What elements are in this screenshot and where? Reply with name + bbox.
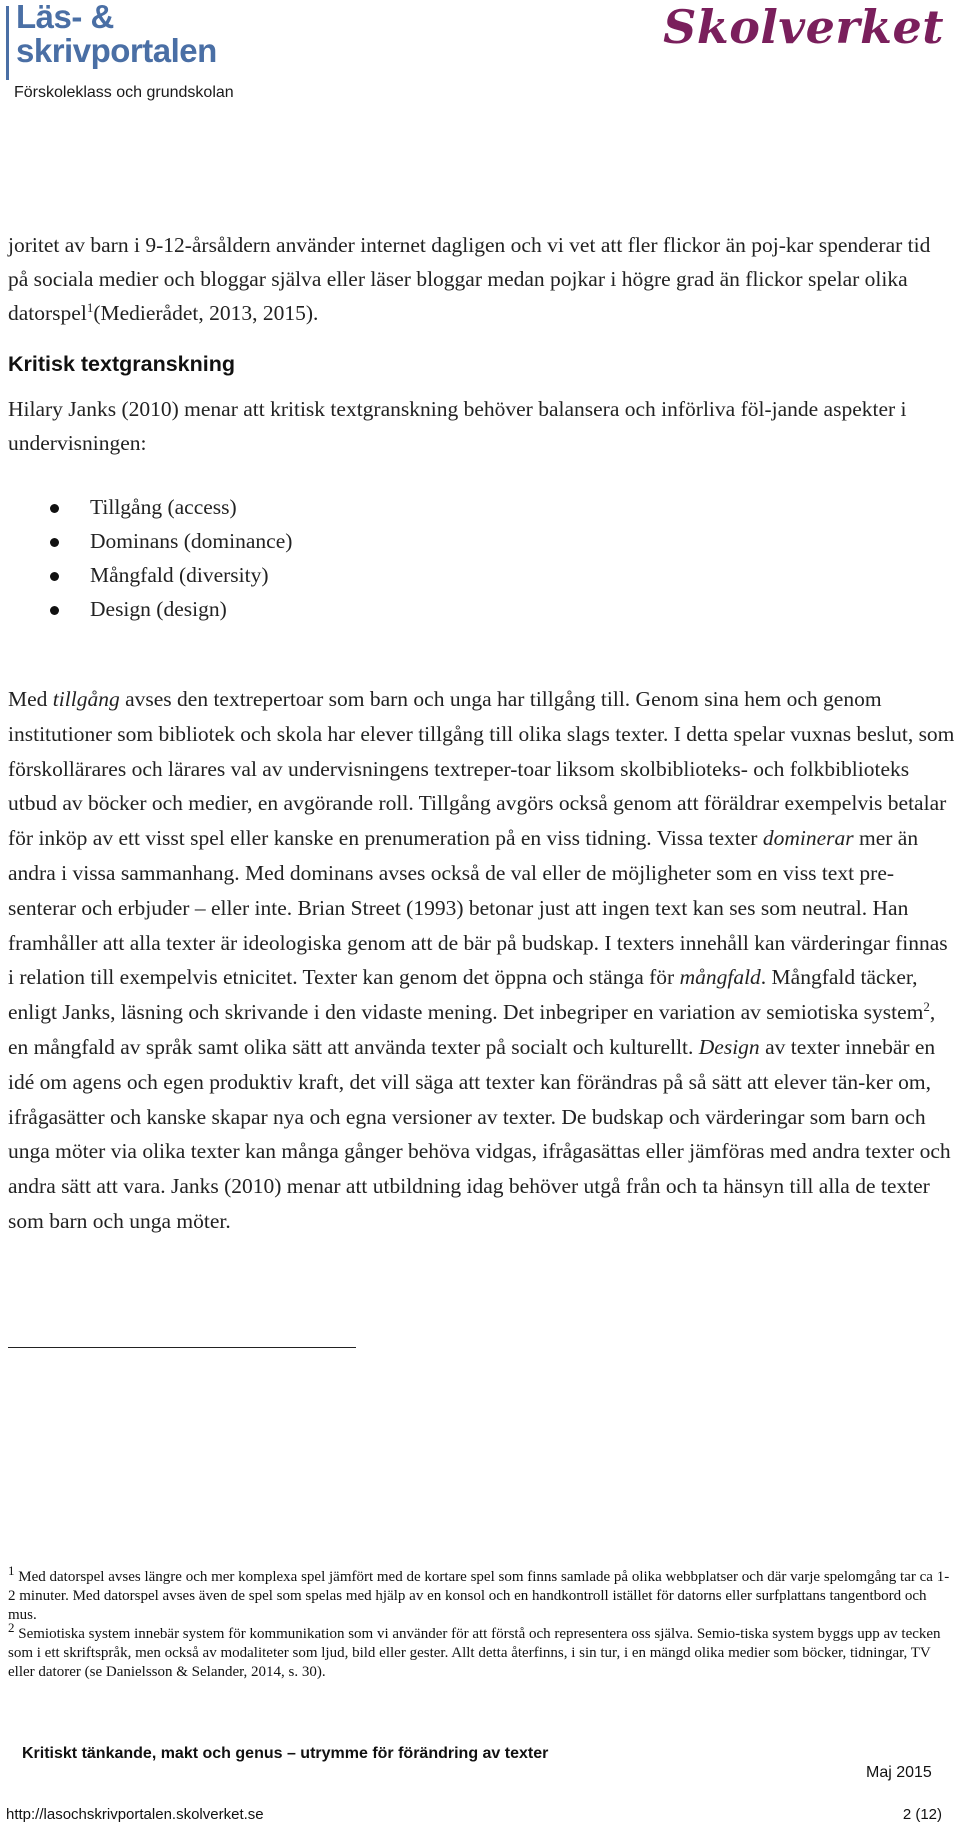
main-text-3: mer än andra i vissa sammanhang. Med dominans avses också de val eller de möjligheter som en viss text pre-senterar och erbjuder – eller inte. Brian Street (1993) betonar just att ingen text kan ses som neutral. Han framhåller att alla texter är ideologiska genom att de bär på budskap. I texters innehåll kan värderingar finnas i relation till exempelvis etnicitet. Texter kan genom det öppna och stänga för xyxy=(8,826,948,990)
list-item xyxy=(50,558,292,592)
footnote-number: 2 xyxy=(8,1620,15,1635)
portal-logo[interactable] xyxy=(16,0,217,68)
list-item xyxy=(50,524,292,558)
footnote-ref-1[interactable]: 1 xyxy=(86,299,94,315)
footer-title: Kritiskt tänkande, makt och genus – utrymme för förändring av texter xyxy=(22,1745,549,1762)
main-text-4: . Mångfald täcker, enligt Janks, läsning och skrivande i den vidaste mening. Det inbegriper en variation av semiotiska system xyxy=(8,965,924,1025)
bullet-icon xyxy=(50,538,59,547)
intro-citation: (Medierådet, 2013, 2015). xyxy=(93,301,319,325)
intro-text: joritet av barn i 9-12-årsåldern använder internet dagligen och vi vet att fler flickor än poj-kar spenderar tid på sociala medier och bloggar själva eller läser bloggar medan pojkar i högre grad än flickor spelar olika datorspel xyxy=(8,233,931,325)
list-item xyxy=(50,490,292,524)
list-item-text: Dominans (dominance) xyxy=(90,529,293,553)
list-item xyxy=(50,592,292,626)
main-text-1: Med xyxy=(8,687,53,711)
skolverket-logo[interactable]: Skolverket xyxy=(663,0,944,54)
footnote-1 xyxy=(8,1563,952,1625)
footnote-text: Semiotiska system innebär system för kommunikation som vi använder för att förstå och representera oss själva. Semio-tiska system byggs upp av tecken som i ett skriftspråk, men också av modaliteter som ljud, bild eller gester. Allt detta återfinns, i sin tur, i en mängd olika medier som böcker, tidningar, TV eller datorer (se Danielsson & Selander, 2014, s. 30). xyxy=(8,1626,941,1680)
intro-paragraph xyxy=(8,228,952,330)
aspects-list xyxy=(50,490,292,626)
footnote-number: 1 xyxy=(8,1563,15,1578)
footnote-text: Med datorspel avses längre och mer komplexa spel jämfört med de kortare spel som finns samlade på olika webbplatser och där varje spelomgång tar ca 1-2 minuter. Med datorspel avses även de spel som spelas med hjälp av en konsol och en handkontroll istället för datorns eller surfplattans tangentbord och mus. xyxy=(8,1569,950,1623)
list-item-text: Mångfald (diversity) xyxy=(90,563,269,587)
footer-url-link[interactable]: http://lasochskrivportalen.skolverket.se xyxy=(6,1806,264,1823)
logo-line-1: Läs- & xyxy=(16,0,114,35)
emphasis-dominerar: dominerar xyxy=(762,826,854,851)
main-text-6: av texter innebär en idé om agens och egen produktiv kraft, det vill säga att texter kan förändras på så sätt att elever tän-ker om, ifrågasätter och kanske skapar nya och egna versioner av texter. De budskap och värderingar som barn och unga möter via olika texter kan många gånger behöva vidgas, ifrågasättas eller jämföras med andra texter och andra sätt att vara. Janks (2010) menar att utbildning idag behöver utgå från och ta hänsyn till alla de texter som barn och unga möter. xyxy=(8,1034,951,1233)
bullet-icon xyxy=(50,606,59,615)
logo-subtitle: Förskoleklass och grundskolan xyxy=(14,84,234,101)
emphasis-design: Design xyxy=(698,1034,760,1059)
logo-line-2: skrivportalen xyxy=(16,32,217,69)
main-paragraph xyxy=(8,682,956,1239)
section-heading: Kritisk textgranskning xyxy=(8,352,235,376)
main-text-2: avses den textrepertoar som barn och unga har tillgång till. Genom sina hem och genom institutioner som bibliotek och skola har elever tillgång till olika slags texter. I detta spelar vuxnas beslut, som förskollärares och lärares val av undervisningens textreper-toar liksom skolbiblioteks- och folkbiblioteks utbud av böcker och medier, en avgörande roll. Tillgång avgörs också genom att föräldrar exempelvis betalar för inköp av ett visst spel eller kanske en prenumeration på en viss tidning. Vissa texter xyxy=(8,687,955,851)
emphasis-tillgang: tillgång xyxy=(52,687,120,711)
footnote-ref-2[interactable]: 2 xyxy=(923,999,930,1015)
footnotes xyxy=(8,1563,952,1682)
janks-paragraph: Hilary Janks (2010) menar att kritisk textgranskning behöver balansera och införliva föl-jande aspekter i undervisningen: xyxy=(8,397,907,455)
emphasis-mangfald: mångfald xyxy=(679,965,761,990)
footnote-2 xyxy=(8,1620,952,1682)
bullet-icon xyxy=(50,572,59,581)
footer-date: Maj 2015 xyxy=(866,1764,932,1781)
logo-accent-bar xyxy=(6,6,9,80)
bullet-icon xyxy=(50,504,59,513)
footnote-divider xyxy=(8,1347,356,1348)
list-item-text: Tillgång (access) xyxy=(90,495,237,519)
list-item-text: Design (design) xyxy=(90,597,227,621)
main-text-5: , en mångfald av språk samt olika sätt att använda texter på socialt och kulturellt. xyxy=(8,1000,936,1059)
page-number: 2 (12) xyxy=(902,1806,942,1823)
